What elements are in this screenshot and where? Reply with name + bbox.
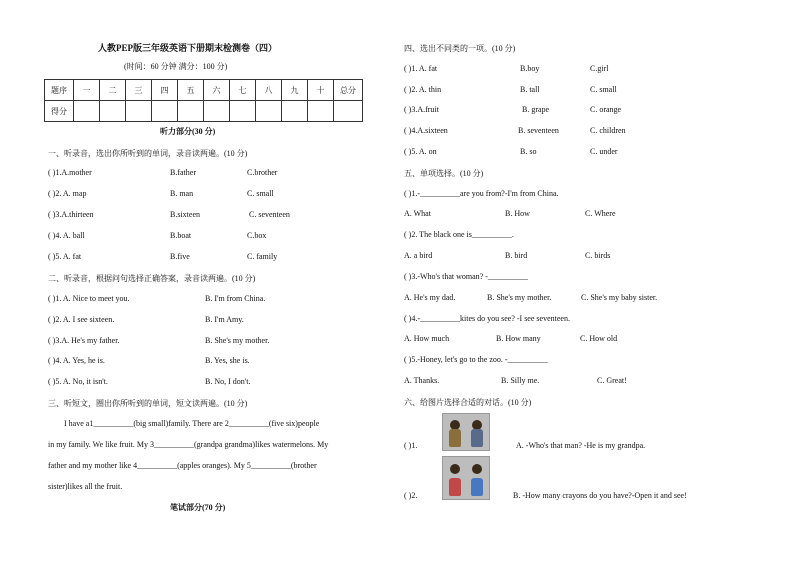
option-b: B.boat bbox=[170, 231, 192, 240]
score-cell: 九 bbox=[282, 80, 308, 101]
option-a: A. What bbox=[404, 209, 431, 218]
option-c: C. Great! bbox=[597, 376, 627, 385]
question-4-5: ( )5. A. on bbox=[404, 147, 437, 156]
person-head bbox=[472, 464, 482, 474]
option-c: C. She's my baby sister. bbox=[581, 293, 658, 302]
option-c: C. orange bbox=[590, 105, 622, 114]
option-b: B.boy bbox=[520, 64, 540, 73]
option-a: A. How much bbox=[404, 334, 450, 343]
score-input-cell[interactable] bbox=[256, 101, 282, 122]
question-2-1: ( )1. A. Nice to meet you. bbox=[48, 294, 130, 303]
question-6-1: ( )1. bbox=[404, 441, 418, 450]
score-cell: 七 bbox=[230, 80, 256, 101]
option-b: B. Yes, she is. bbox=[205, 356, 250, 365]
question-5-2: ( )2. The black one is__________. bbox=[404, 230, 514, 239]
section-4-title: 四、选出不同类的一项。(10 分) bbox=[404, 44, 516, 53]
question-1-1: ( )1.A.mother bbox=[48, 168, 92, 177]
option-a: A. Thanks. bbox=[404, 376, 440, 385]
question-5-5: ( )5.-Honey, let's go to the zoo. -__________ bbox=[404, 355, 548, 364]
passage-line: father and my mother like 4__________(apples oranges). My 5__________(brother bbox=[48, 461, 317, 470]
question-2-5: ( )5. A. No, it isn't. bbox=[48, 377, 108, 386]
writing-heading: 笔试部分(70 分) bbox=[170, 503, 226, 512]
option-b: B. I'm from China. bbox=[205, 294, 266, 303]
score-input-cell[interactable] bbox=[100, 101, 126, 122]
person-body bbox=[471, 478, 483, 496]
option-b: B. Silly me. bbox=[501, 376, 540, 385]
option-b: B.sixteen bbox=[170, 210, 200, 219]
score-cell: 一 bbox=[74, 80, 100, 101]
score-cell: 五 bbox=[178, 80, 204, 101]
option-c: C. children bbox=[590, 126, 626, 135]
option-b: B. She's my mother. bbox=[205, 336, 270, 345]
score-input-cell[interactable] bbox=[230, 101, 256, 122]
option-b: B. tall bbox=[520, 85, 540, 94]
score-cell: 总分 bbox=[334, 80, 363, 101]
crayons-picture bbox=[442, 456, 490, 500]
question-6-2: ( )2. bbox=[404, 491, 418, 500]
option-c: C. seventeen bbox=[249, 210, 290, 219]
question-2-4: ( )4. A. Yes, he is. bbox=[48, 356, 105, 365]
dialogue-option-a: A. -Who's that man? -He is my grandpa. bbox=[516, 441, 646, 450]
option-b: B. man bbox=[170, 189, 194, 198]
option-a: A. a bird bbox=[404, 251, 433, 260]
score-input-cell[interactable] bbox=[308, 101, 334, 122]
passage-line: in my family. We like fruit. My 3__________(grandpa grandma)likes watermelons. My bbox=[48, 440, 329, 449]
section-3-title: 三、听短文，圈出你所听到的单词，短文读两遍。(10 分) bbox=[48, 399, 248, 408]
question-5-1: ( )1.-__________are you from?-I'm from China. bbox=[404, 189, 559, 198]
question-4-4: ( )4.A.sixteen bbox=[404, 126, 448, 135]
page-subtitle: (时间：60 分钟 满分：100 分) bbox=[124, 62, 228, 71]
option-c: C. under bbox=[590, 147, 618, 156]
score-cell: 二 bbox=[100, 80, 126, 101]
score-table-header-row bbox=[45, 80, 363, 101]
option-b: B. How many bbox=[496, 334, 541, 343]
option-b: B. so bbox=[520, 147, 537, 156]
question-1-4: ( )4. A. ball bbox=[48, 231, 85, 240]
option-c: C.box bbox=[247, 231, 267, 240]
question-2-3: ( )3.A. He's my father. bbox=[48, 336, 120, 345]
option-b: B. I'm Amy. bbox=[205, 315, 244, 324]
score-table bbox=[44, 79, 363, 122]
option-c: C. small bbox=[247, 189, 274, 198]
option-b: B. No, I don't. bbox=[205, 377, 251, 386]
option-c: C. Where bbox=[585, 209, 616, 218]
section-5-title: 五、单项选择。(10 分) bbox=[404, 169, 484, 178]
dialogue-option-b: B. -How many crayons do you have?-Open it and see! bbox=[513, 491, 687, 500]
question-5-3: ( )3.-Who's that woman? -__________ bbox=[404, 272, 528, 281]
option-b: B. She's my mother. bbox=[487, 293, 552, 302]
option-c: C. birds bbox=[585, 251, 611, 260]
person-body bbox=[449, 478, 461, 496]
listening-heading: 听力部分(30 分) bbox=[160, 127, 216, 136]
question-4-3: ( )3.A.fruit bbox=[404, 105, 439, 114]
option-b: B. seventeen bbox=[518, 126, 559, 135]
score-cell: 八 bbox=[256, 80, 282, 101]
grandpa-picture bbox=[442, 413, 490, 451]
question-4-2: ( )2. A. thin bbox=[404, 85, 442, 94]
section-2-title: 二、听录音，根据问句选择正确答案，录音读两遍。(10 分) bbox=[48, 274, 256, 283]
score-input-cell[interactable] bbox=[334, 101, 363, 122]
option-a: A. He's my dad. bbox=[404, 293, 456, 302]
question-4-1: ( )1. A. fat bbox=[404, 64, 438, 73]
option-c: C.brother bbox=[247, 168, 278, 177]
question-1-5: ( )5. A. fat bbox=[48, 252, 82, 261]
score-table-score-row bbox=[45, 101, 363, 122]
person-body bbox=[471, 429, 483, 447]
person-body bbox=[449, 429, 461, 447]
score-cell: 三 bbox=[126, 80, 152, 101]
option-b: B. bird bbox=[505, 251, 528, 260]
person-head bbox=[450, 464, 460, 474]
option-c: C. How old bbox=[580, 334, 618, 343]
passage-line: I have a1__________(big small)family. There are 2__________(five six)people bbox=[64, 419, 320, 428]
score-input-cell[interactable] bbox=[204, 101, 230, 122]
section-6-title: 六、给图片选择合适的对话。(10 分) bbox=[404, 398, 532, 407]
score-input-cell[interactable] bbox=[74, 101, 100, 122]
option-b: B. How bbox=[505, 209, 530, 218]
score-input-cell[interactable] bbox=[152, 101, 178, 122]
score-cell: 十 bbox=[308, 80, 334, 101]
option-c: C. small bbox=[590, 85, 617, 94]
page-title: 人教PEP版三年级英语下册期末检测卷（四） bbox=[98, 43, 277, 53]
score-row-label: 得分 bbox=[45, 101, 74, 122]
score-cell: 题序 bbox=[45, 80, 74, 101]
section-1-title: 一、听录音，选出你所听到的单词，录音读两遍。(10 分) bbox=[48, 149, 248, 158]
score-cell: 四 bbox=[152, 80, 178, 101]
question-1-3: ( )3.A.thirteen bbox=[48, 210, 94, 219]
option-c: C.girl bbox=[590, 64, 609, 73]
question-1-2: ( )2. A. map bbox=[48, 189, 87, 198]
question-2-2: ( )2. A. I see sixteen. bbox=[48, 315, 115, 324]
score-input-cell[interactable] bbox=[282, 101, 308, 122]
question-5-4: ( )4.-__________kites do you see? -I see seventeen. bbox=[404, 314, 570, 323]
score-input-cell[interactable] bbox=[178, 101, 204, 122]
score-cell: 六 bbox=[204, 80, 230, 101]
option-c: C. family bbox=[247, 252, 278, 261]
option-b: B.father bbox=[170, 168, 196, 177]
passage-line: sister)likes all the fruit. bbox=[48, 482, 123, 491]
option-b: B.five bbox=[170, 252, 190, 261]
score-input-cell[interactable] bbox=[126, 101, 152, 122]
option-b: B. grape bbox=[522, 105, 550, 114]
